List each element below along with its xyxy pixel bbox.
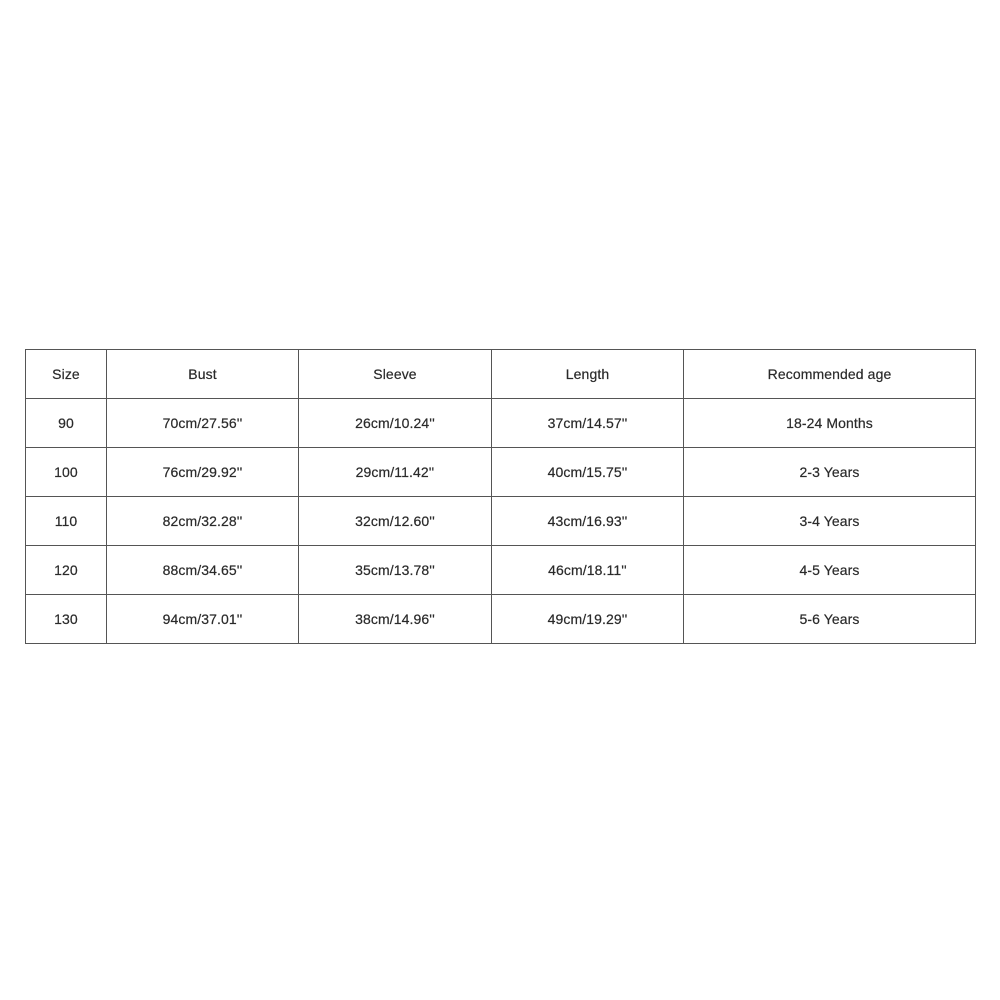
cell-length: 40cm/15.75'' (492, 448, 684, 497)
cell-recommended-age: 4-5 Years (684, 546, 976, 595)
cell-bust: 76cm/29.92'' (107, 448, 299, 497)
header-length: Length (492, 350, 684, 399)
cell-bust: 94cm/37.01'' (107, 595, 299, 644)
size-chart-table (25, 349, 976, 644)
table-row (26, 399, 976, 448)
cell-sleeve: 35cm/13.78'' (299, 546, 492, 595)
cell-sleeve: 38cm/14.96'' (299, 595, 492, 644)
header-recommended-age: Recommended age (684, 350, 976, 399)
cell-recommended-age: 2-3 Years (684, 448, 976, 497)
cell-sleeve: 26cm/10.24'' (299, 399, 492, 448)
cell-recommended-age: 3-4 Years (684, 497, 976, 546)
cell-size: 100 (26, 448, 107, 497)
table-header-row (26, 350, 976, 399)
table-row (26, 595, 976, 644)
cell-size: 90 (26, 399, 107, 448)
cell-recommended-age: 5-6 Years (684, 595, 976, 644)
cell-size: 120 (26, 546, 107, 595)
table-row (26, 546, 976, 595)
header-bust: Bust (107, 350, 299, 399)
table-row (26, 448, 976, 497)
cell-length: 37cm/14.57'' (492, 399, 684, 448)
cell-size: 130 (26, 595, 107, 644)
header-size: Size (26, 350, 107, 399)
cell-length: 46cm/18.11'' (492, 546, 684, 595)
cell-recommended-age: 18-24 Months (684, 399, 976, 448)
cell-sleeve: 32cm/12.60'' (299, 497, 492, 546)
cell-bust: 70cm/27.56'' (107, 399, 299, 448)
header-sleeve: Sleeve (299, 350, 492, 399)
cell-bust: 88cm/34.65'' (107, 546, 299, 595)
cell-sleeve: 29cm/11.42'' (299, 448, 492, 497)
cell-length: 43cm/16.93'' (492, 497, 684, 546)
cell-size: 110 (26, 497, 107, 546)
cell-bust: 82cm/32.28'' (107, 497, 299, 546)
cell-length: 49cm/19.29'' (492, 595, 684, 644)
table-row (26, 497, 976, 546)
